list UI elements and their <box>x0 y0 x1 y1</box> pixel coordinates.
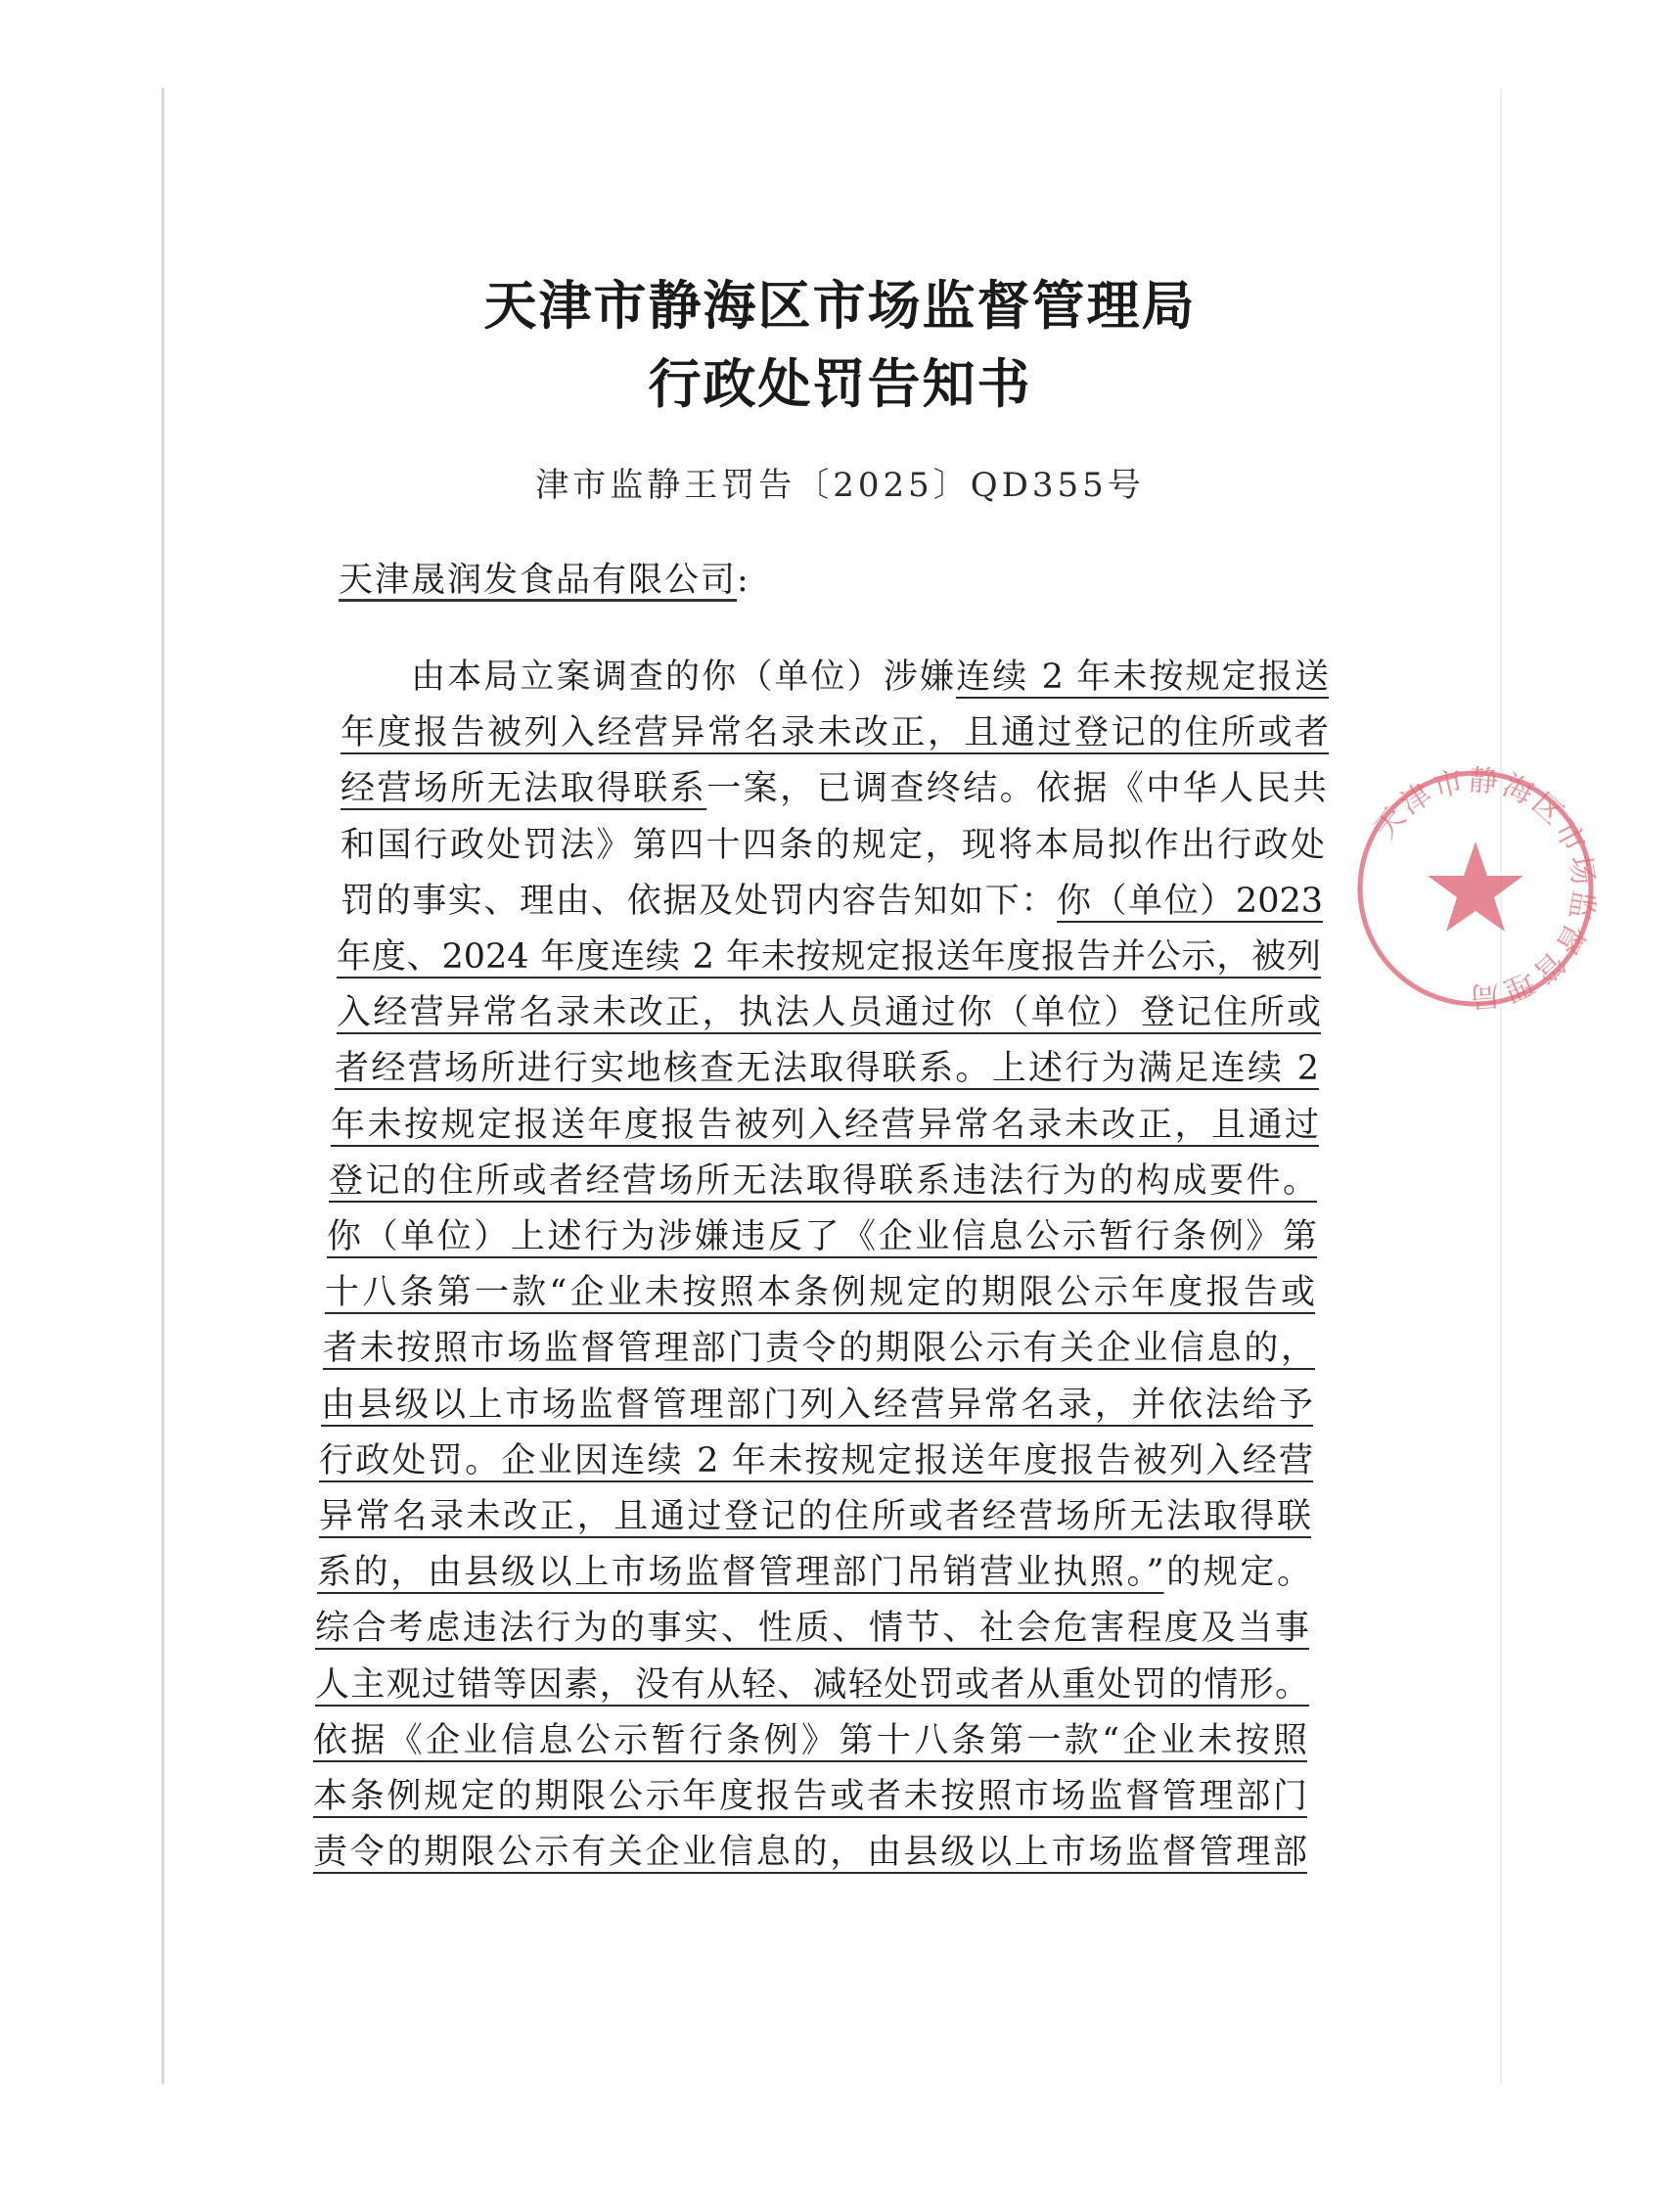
recipient-line <box>339 553 750 602</box>
underlined-text: 系的，由县级以上市场监督管理部门吊销营业执照。” <box>317 1553 1164 1593</box>
body-line <box>335 1041 1319 1096</box>
body-line <box>313 1825 1307 1880</box>
body-line <box>341 706 1329 760</box>
body-line <box>411 650 1329 705</box>
body-line <box>329 1154 1317 1208</box>
body-line <box>337 985 1321 1040</box>
body-text: 一案，已调查终结。依据《中华人民共 <box>706 769 1327 809</box>
underlined-text: 责令的期限公示有关企业信息的，由县级以上市场监督管理部 <box>313 1833 1307 1873</box>
body-line <box>331 1098 1319 1153</box>
body-line <box>319 1434 1313 1488</box>
underlined-text: 你（单位）上述行为涉嫌违反了《企业信息公示暂行条例》第 <box>327 1217 1317 1256</box>
body-line <box>315 1601 1309 1656</box>
underlined-text: 由县级以上市场监督管理部门列入经营异常名录，并依法给予 <box>321 1385 1313 1425</box>
body-text: 罚的事实、理由、依据及处罚内容告知如下： <box>341 881 1057 921</box>
body-line <box>337 930 1321 984</box>
body-line <box>341 761 1327 816</box>
underlined-text: 行政处罚。企业因连续 2 年未按规定报送年度报告被列入经营 <box>319 1440 1313 1480</box>
underlined-text: 年度、2024 年度连续 2 年未按规定报送年度报告并公示，被列 <box>337 937 1321 977</box>
underlined-text: 依据《企业信息公示暂行条例》第十八条第一款“企业未按照 <box>313 1720 1307 1760</box>
body-line <box>325 1265 1315 1320</box>
document-title-authority: 天津市静海区市场监督管理局 <box>483 274 1197 337</box>
body-line <box>313 1713 1307 1768</box>
underlined-text: 者未按照市场监督管理部门责令的期限公示有关企业信息的， <box>323 1329 1315 1369</box>
underlined-text: 入经营异常名录未改正，执法人员通过你（单位）登记住所或 <box>337 993 1321 1033</box>
underlined-text: 者经营场所进行实地核查无法取得联系。上述行为满足连续 2 <box>335 1049 1319 1089</box>
underlined-text: 年度报告被列入经营异常名录未改正，且通过登记的住所或者 <box>341 713 1329 753</box>
underlined-text: 你（单位）2023 <box>1056 881 1323 921</box>
underlined-text: 年未按规定报送年度报告被列入经营异常名录未改正，且通过 <box>331 1105 1319 1145</box>
underlined-text: 十八条第一款“企业未按照本条例规定的期限公示年度报告或 <box>325 1273 1315 1313</box>
body-text: 由本局立案调查的你（单位）涉嫌 <box>411 658 957 697</box>
recipient-colon: : <box>737 561 750 600</box>
seal-star-icon <box>1428 842 1523 932</box>
document-number: 津市监静王罚告〔2025〕QD355号 <box>535 466 1145 505</box>
body-line <box>323 1321 1315 1376</box>
body-line <box>321 1378 1313 1433</box>
underlined-text: 登记的住所或者经营场所无法取得联系违法行为的构成要件。 <box>329 1161 1317 1201</box>
body-line <box>319 1489 1311 1544</box>
underlined-text: 异常名录未改正，且通过登记的住所或者经营场所无法取得联 <box>319 1497 1311 1536</box>
body-line <box>327 1209 1317 1264</box>
official-seal-stamp <box>1348 761 1603 1016</box>
seal-text: 天津市静海区市场监督管理局 <box>1368 763 1602 1014</box>
underlined-text: 连续 2 年未按规定报送 <box>956 658 1329 697</box>
body-line <box>317 1545 1311 1600</box>
underlined-text: 经营场所无法取得联系 <box>341 769 707 809</box>
body-line <box>315 1658 1309 1712</box>
document-title-type: 行政处罚告知书 <box>648 352 1032 415</box>
recipient-name: 天津晟润发食品有限公司 <box>339 561 738 600</box>
body-line <box>313 1769 1307 1824</box>
body-line <box>341 818 1325 873</box>
underlined-text: 综合考虑违法行为的事实、性质、情节、社会危害程度及当事 <box>315 1609 1309 1649</box>
body-line <box>341 874 1323 929</box>
underlined-text: 人主观过错等因素，没有从轻、减轻处罚或者从重处罚的情形。 <box>315 1664 1309 1705</box>
body-text: 和国行政处罚法》第四十四条的规定，现将本局拟作出行政处 <box>341 825 1325 865</box>
underlined-text: 本条例规定的期限公示年度报告或者未按照市场监督管理部门 <box>313 1777 1307 1816</box>
body-text: 的规定。 <box>1163 1553 1311 1593</box>
